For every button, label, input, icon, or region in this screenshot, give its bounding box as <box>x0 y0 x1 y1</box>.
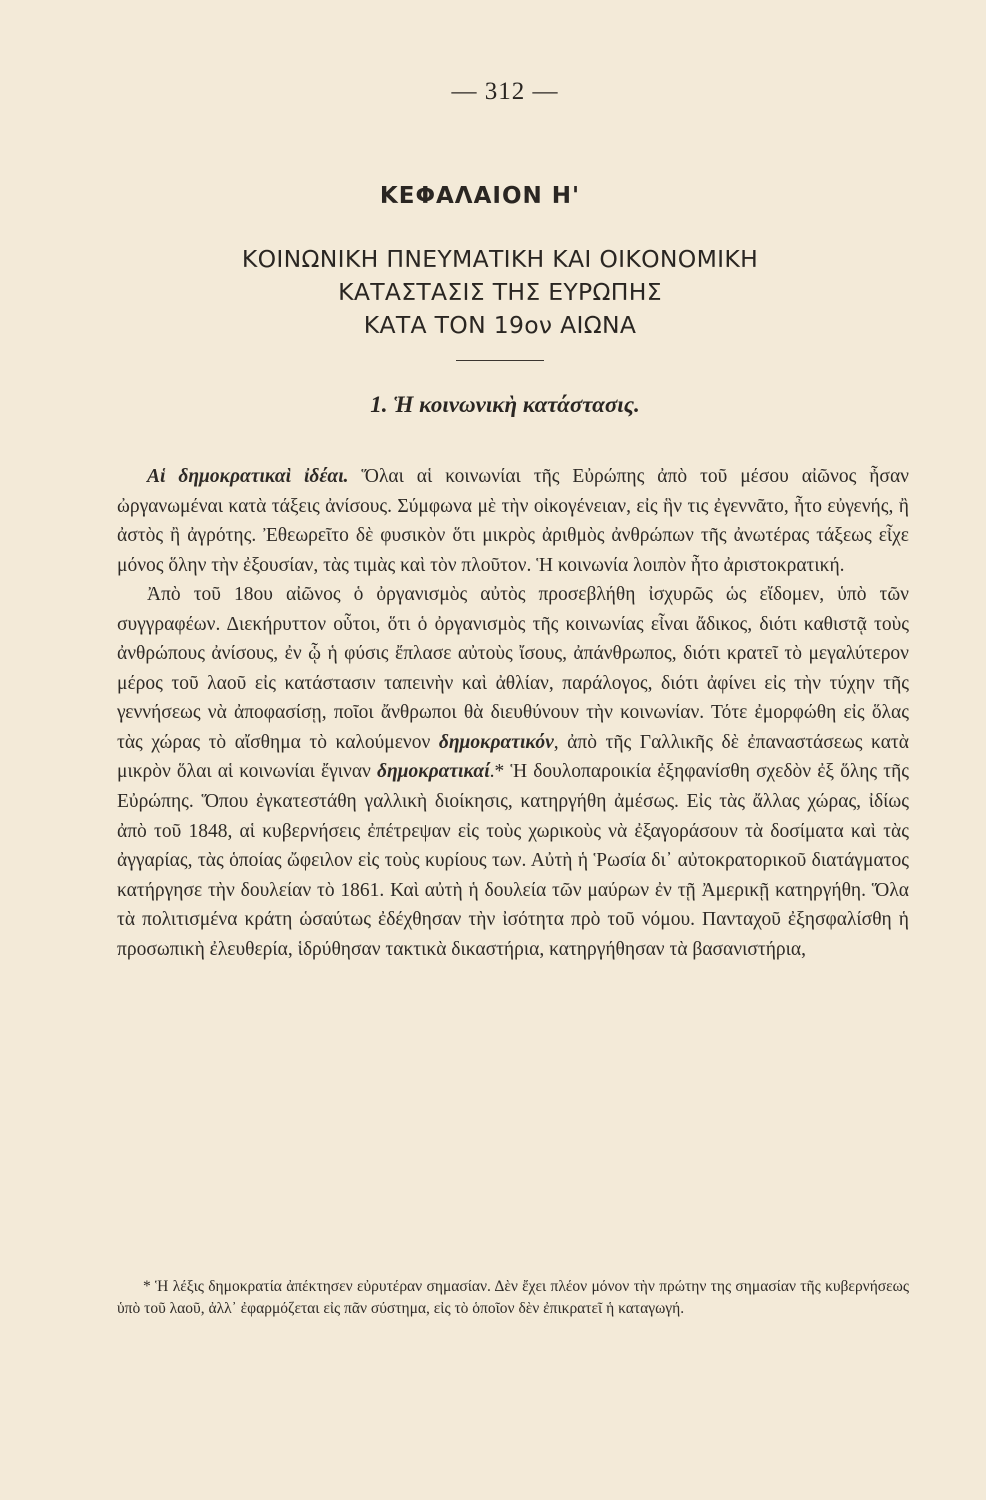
chapter-title <box>160 243 840 342</box>
paragraph-2-text-b: , ἀπὸ τῆς Γαλλικῆς δὲ ἐπαναστάσεως κατὰ μικρὸν ὅλαι αἱ κοινωνίαι ἔγιναν <box>117 731 909 783</box>
paragraph-2-text-a: Ἀπὸ τοῦ 18ου αἰῶνος ὁ ὀργανισμὸς αὐτὸς προσεβλήθη ἰσχυρῶς ὡς εἴδομεν, ὑπὸ τῶν συγγραφέων. Διεκήρυττον οὗτοι, ὅτι ὁ ὀργανισμὸς τῆς κοινωνίας εἶναι ἄδικος, διότι καθιστᾷ τοὺς ἀνθρώπους ἀνίσους, ἐν ᾧ ἡ φύσις ἔπλασε αὐτοὺς ἴσους, ἀπάνθρωπος, διότι κρατεῖ τὸ μεγαλύτερον μέρος τοῦ λαοῦ εἰς κατάστασιν ταπεινὴν καὶ ἀθλίαν, παράλογος, διότι ἀφίνει εἰς τὴν τύχην τῆς γεννήσεως νὰ ἀποφασίσῃ, ποῖοι ἄνθρωποι θὰ διευθύνουν τὴν κοινωνίαν. Τότε ἐμορφώθη εἰς ὅλας τὰς χώρας τὸ αἴσθημα τὸ καλούμενον <box>117 584 909 753</box>
emphasis-democratic: δημοκρατικόν <box>438 731 554 753</box>
footnote-text: * Ἡ λέξις δημοκρατία ἀπέκτησεν εὐρυτέραν σημασίαν. Δὲν ἔχει πλέον μόνον τὴν πρώτην της σημασίαν τῆς κυβερνήσεως ὑπὸ τοῦ λαοῦ, ἀλλ᾽ ἐφαρμόζεται εἰς πᾶν σύστημα, εἰς τὸ ὁποῖον δὲν ἐπικρατεῖ ἡ καταγωγή. <box>117 1278 909 1317</box>
paragraph-2 <box>117 580 909 964</box>
footnote <box>117 1276 909 1319</box>
emphasis-democratic-plural: δημοκρατικαί <box>376 761 490 783</box>
paragraph-1-text: Ὅλαι αἱ κοινωνίαι τῆς Εὐρώπης ἀπὸ τοῦ μέσου αἰῶνος ἦσαν ὠργανωμέναι κατὰ τάξεις ἀνίσους. Σύμφωνα μὲ τὴν οἰκογένειαν, εἰς ἣν τις ἐγεννᾶτο, ἦτο εὐγενής, ἢ ἀστὸς ἢ ἀγρότης. Ἐθεωρεῖτο δὲ φυσικὸν ὅτι μικρὸς ἀριθμὸς ἀνθρώπων τῆς ἀνωτέρας τάξεως εἶχε μόνος ὅλην τὴν ἐξουσίαν, τὰς τιμὰς καὶ τὸν πλοῦτον. Ἡ κοινωνία λοιπὸν ἦτο ἀριστοκρατική. <box>117 466 909 576</box>
body-text <box>117 462 909 964</box>
title-divider <box>456 360 544 361</box>
section-heading: 1. Ἡ κοινωνικὴ κατάστασις. <box>370 392 640 417</box>
paragraph-1 <box>117 462 909 580</box>
chapter-title-line-2: ΚΑΤΑΣΤΑΣΙΣ ΤΗΣ ΕΥΡΩΠΗΣ <box>338 278 662 306</box>
chapter-title-line-3: ΚΑΤΑ ΤΟΝ 19ον ΑΙΩΝΑ <box>363 311 637 339</box>
chapter-title-line-1: ΚΟΙΝΩΝΙΚΗ ΠΝΕΥΜΑΤΙΚΗ ΚΑΙ ΟΙΚΟΝΟΜΙΚΗ <box>241 245 759 273</box>
paragraph-2-text-c: .* Ἡ δουλοπαροικία ἐξηφανίσθη σχεδὸν ἐξ ὅλης τῆς Εὐρώπης. Ὅπου ἐγκατεστάθη γαλλικὴ διοίκησις, κατηργήθη ἀμέσως. Εἰς τὰς ἄλλας χώρας, ἰδίως ἀπὸ τοῦ 1848, αἱ κυβερνήσεις ἐπέτρεψαν εἰς τοὺς χωρικοὺς νὰ ἐξαγοράσουν τὰ δοσίματα καὶ τὰς ἀγγαρίας, τὰς ὁποίας ὤφειλον εἰς τοὺς κυρίους των. Αὐτὴ ἡ Ῥωσία δι᾽ αὐτοκρατορικοῦ διατάγματος κατήργησε τὴν δουλείαν τὸ 1861. Καὶ αὐτὴ ἡ δουλεία τῶν μαύρων ἐν τῇ Ἀμερικῇ κατηργήθη. Ὅλα τὰ πολιτισμένα κράτη ὡσαύτως ἐδέχθησαν τὴν ἰσότητα πρὸ τοῦ νόμου. Πανταχοῦ ἐξησφαλίσθη ἡ προσωπικὴ ἐλευθερία, ἱδρύθησαν τακτικὰ δικαστήρια, κατηργήθησαν τὰ βασανιστήρια, <box>117 761 909 960</box>
page-number: — 312 — <box>451 78 559 105</box>
chapter-heading: ΚΕΦΑΛΑΙΟΝ Η' <box>379 183 581 209</box>
paragraph-lead: Αἱ δημοκρατικαὶ ἰδέαι. <box>147 466 349 487</box>
